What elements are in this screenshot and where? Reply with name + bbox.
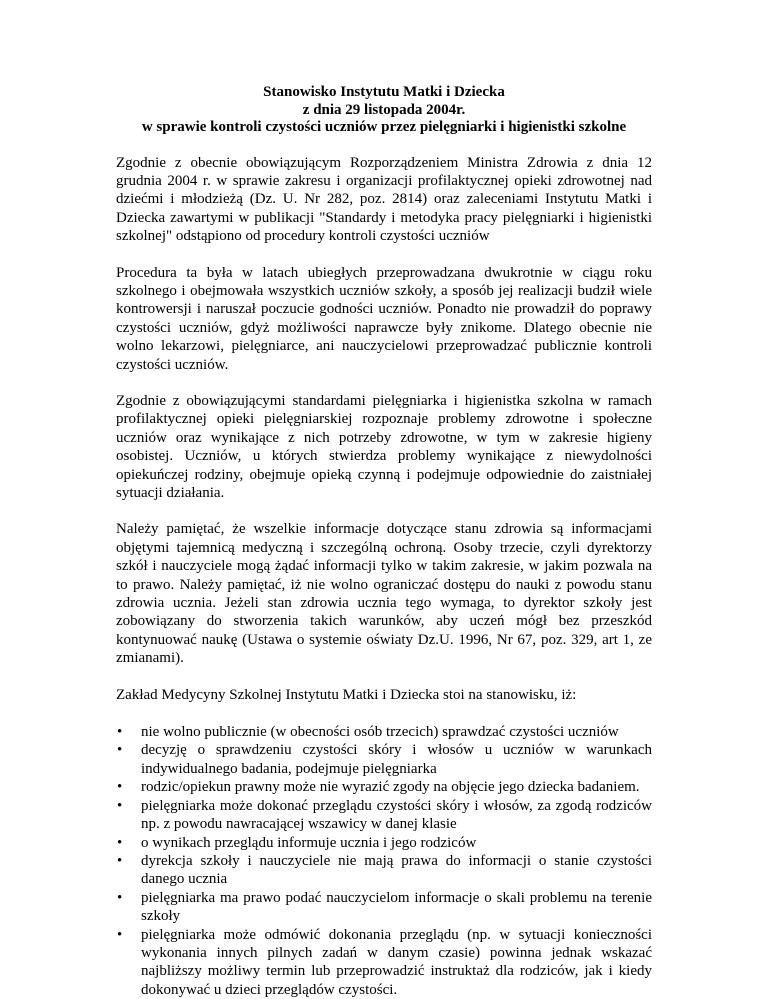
- bullet-icon: •: [117, 926, 123, 943]
- bullet-icon: •: [117, 852, 123, 869]
- bullet-icon: •: [117, 742, 123, 759]
- paragraph-procedure: Procedura ta była w latach ubiegłych przeprowadzana dwukrotnie w ciągu roku szkolnego i obejmowała wszystkich uczniów szkoły, a sposób jej realizacji budził wiele kontrowersji i naruszał poczucie godności uczniów. Ponadto nie prowadził do poprawy czystości uczniów, gdyż możliwości naprawcze były znikome. Dlatego obecnie nie wolno lekarzowi, pielęgniarce, ani nauczycielowi przeprowadzać publicznie kontroli czystości uczniów.: [116, 264, 652, 373]
- bullet-icon: •: [117, 779, 123, 796]
- title-line-3: w sprawie kontroli czystości uczniów przez pielęgniarki i higienistki szkolne: [141, 119, 627, 135]
- list-item-text: dyrekcja szkoły i nauczyciele nie mają prawa do informacji o stanie czystości danego ucznia: [141, 852, 652, 888]
- document-page: [116, 84, 652, 999]
- list-item: [116, 834, 652, 852]
- bullet-icon: •: [117, 797, 123, 814]
- bullet-icon: •: [117, 889, 123, 906]
- list-item-text: pielęgniarka może odmówić dokonania przeglądu (np. w sytuacji konieczności wykonania innych pilnych zadań w danym czasie) powinna jednak wskazać najbliższy możliwy termin lub przeprowadzić instruktaż dla rodziców, jak i kiedy dokonywać u dzieci przeglądów czystości.: [141, 926, 652, 998]
- position-list: [116, 723, 652, 999]
- list-item-text: rodzic/opiekun prawny może nie wyrazić zgody na objęcie jego dziecka badaniem.: [141, 779, 640, 796]
- title-line-1: Stanowisko Instytutu Matki i Dziecka: [263, 84, 505, 100]
- list-item: [116, 741, 652, 778]
- title-line-2: z dnia 29 listopada 2004r.: [302, 101, 466, 118]
- bullet-icon: •: [117, 834, 123, 851]
- position-intro: Zakład Medycyny Szkolnej Instytutu Matki i Dziecka stoi na stanowisku, iż:: [116, 686, 577, 703]
- bullet-icon: •: [117, 724, 123, 741]
- list-item-text: o wynikach przeglądu informuje ucznia i jego rodziców: [141, 834, 477, 851]
- list-item: [116, 778, 652, 796]
- list-item: [116, 797, 652, 834]
- list-item: [116, 889, 652, 926]
- list-item-text: nie wolno publicznie (w obecności osób trzecich) sprawdzać czystości uczniów: [141, 724, 619, 741]
- list-item-text: decyzję o sprawdzeniu czystości skóry i włosów u uczniów w warunkach indywidualnego badania, podejmuje pielęgniarka: [141, 742, 652, 777]
- list-item: [116, 723, 652, 741]
- paragraph-regulation: Zgodnie z obecnie obowiązującym Rozporządzeniem Ministra Zdrowia z dnia 12 grudnia 2004 r. w sprawie zakresu i organizacji profilaktycznej opieki zdrowotnej nad dziećmi i młodzieżą (Dz. U. Nr 282, poz. 2814) oraz zaleceniami Instytutu Matki i Dziecka zawartymi w publikacji "Standardy i metodyka pracy pielęgniarki i higienistki szkolnej" odstąpiono od procedury kontroli czystości uczniów: [116, 154, 652, 245]
- paragraph-standards: Zgodnie z obowiązującymi standardami pielęgniarka i higienistka szkolna w ramach profilaktycznej opieki pielęgniarskiej rozpoznaje problemy zdrowotne i społeczne uczniów oraz wynikające z nich potrzeby zdrowotne, w tym w zakresie higieny osobistej. Uczniów, u których stwierdza problemy wynikające z niewydolności opiekuńczej rodziny, obejmuje opieką czynną i podejmuje odpowiednie do zaistniałej sytuacji działania.: [116, 392, 652, 501]
- document-title: [116, 84, 652, 137]
- list-item: [116, 926, 652, 999]
- paragraph-confidentiality: Należy pamiętać, że wszelkie informacje dotyczące stanu zdrowia są informacjami objętymi tajemnicą medyczną i szczególną ochroną. Osoby trzecie, czyli dyrektorzy szkół i nauczyciele mogą żądać informacji tylko w takim zakresie, w jakim pozwala na to prawo. Należy pamiętać, iż nie wolno ograniczać dostępu do nauki z powodu stanu zdrowia ucznia. Jeżeli stan zdrowia ucznia tego wymaga, to dyrektor szkoły jest zobowiązany do stworzenia takich warunków, aby uczeń mógł bez przeszkód kontynuować naukę (Ustawa o systemie oświaty Dz.U. 1996, Nr 67, poz. 329, art 1, ze zmianami).: [116, 521, 652, 667]
- list-item-text: pielęgniarka ma prawo podać nauczycielom informacje o skali problemu na terenie szkoły: [141, 889, 652, 925]
- list-item: [116, 852, 652, 889]
- list-item-text: pielęgniarka może dokonać przeglądu czystości skóry i włosów, za zgodą rodziców np. z powodu nawracającej wszawicy w danej klasie: [141, 797, 652, 833]
